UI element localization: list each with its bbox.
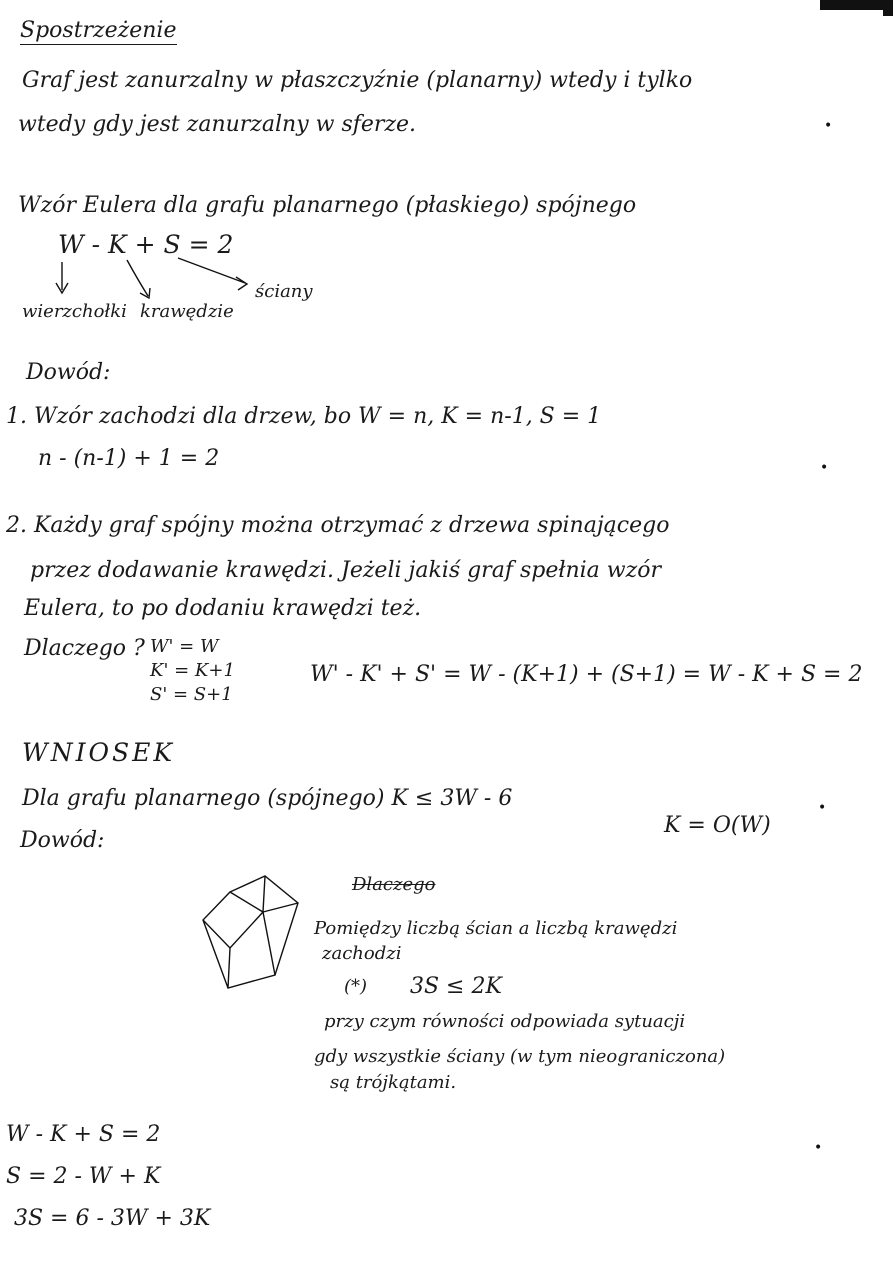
scan-dot: • (818, 800, 827, 816)
conclusion-heading: WNIOSEK (22, 738, 175, 767)
proof-step-2-line-1: 2. Każdy graf spójny można otrzymać z drzewa spinającego (6, 513, 670, 538)
why-line-1: W' = W (150, 636, 219, 657)
euler-formula: W - K + S = 2 (58, 230, 234, 259)
label-vertices: wierzchołki (22, 301, 127, 322)
proof-step-2-line-2: przez dodawanie krawędzi. Jeżeli jakiś graf spełnia wzór (30, 558, 661, 583)
equality-note-line-1: przy czym równości odpowiada sytuacji (324, 1011, 686, 1032)
label-edges: krawędzie (140, 301, 234, 322)
equality-note-line-3: są trójkątami. (330, 1072, 457, 1093)
planar-graph-sketch (203, 876, 298, 988)
scan-edge-top (820, 0, 893, 10)
arrow-to-faces (178, 258, 247, 290)
conclusion-text: Dla grafu planarnego (spójnego) K ≤ 3W - 6 (22, 786, 513, 811)
arrow-to-edges (127, 260, 150, 298)
big-o-note: K = O(W) (664, 813, 771, 838)
scan-edge-corner (883, 10, 893, 16)
proof-step-1-calc: n - (n-1) + 1 = 2 (38, 446, 220, 471)
scan-dot: • (824, 118, 833, 134)
inequality-mark: (*) (344, 976, 368, 997)
why-line-2: K' = K+1 (150, 660, 235, 681)
proof2-heading: Dowód: (20, 828, 105, 853)
euler-title: Wzór Eulera dla grafu planarnego (płaskiego) spójnego (18, 193, 637, 218)
label-faces: ściany (255, 281, 313, 302)
derivation-line-1: W - K + S = 2 (6, 1122, 161, 1147)
observation-line-1: Graf jest zanurzalny w płaszczyźnie (planarny) wtedy i tylko (22, 68, 693, 93)
derivation-line-2: S = 2 - W + K (6, 1164, 161, 1189)
inequality: 3S ≤ 2K (410, 974, 502, 999)
relation-line-1: Pomiędzy liczbą ścian a liczbą krawędzi (314, 918, 678, 939)
proof-heading: Dowód: (26, 360, 111, 385)
proof-step-1: 1. Wzór zachodzi dla drzew, bo W = n, K = n-1, S = 1 (6, 404, 602, 429)
note-heading: Spostrzeżenie (20, 18, 177, 43)
derivation-line-3: 3S = 6 - 3W + 3K (14, 1206, 211, 1231)
scan-dot: • (814, 1140, 823, 1156)
observation-line-2: wtedy gdy jest zanurzalny w sferze. (18, 112, 417, 137)
proof-step-2-line-3: Eulera, to po dodaniu krawędzi też. (24, 596, 422, 621)
why-result: W' - K' + S' = W - (K+1) + (S+1) = W - K + S = 2 (310, 662, 863, 687)
why-label: Dlaczego ? (24, 636, 145, 661)
scan-dot: • (820, 460, 829, 476)
crossed-out-word: Dlaczego (352, 874, 436, 895)
equality-note-line-2: gdy wszystkie ściany (w tym nieograniczona) (314, 1046, 726, 1067)
arrow-to-vertices (56, 262, 68, 293)
why-line-3: S' = S+1 (150, 684, 233, 705)
relation-line-2: zachodzi (322, 943, 402, 964)
